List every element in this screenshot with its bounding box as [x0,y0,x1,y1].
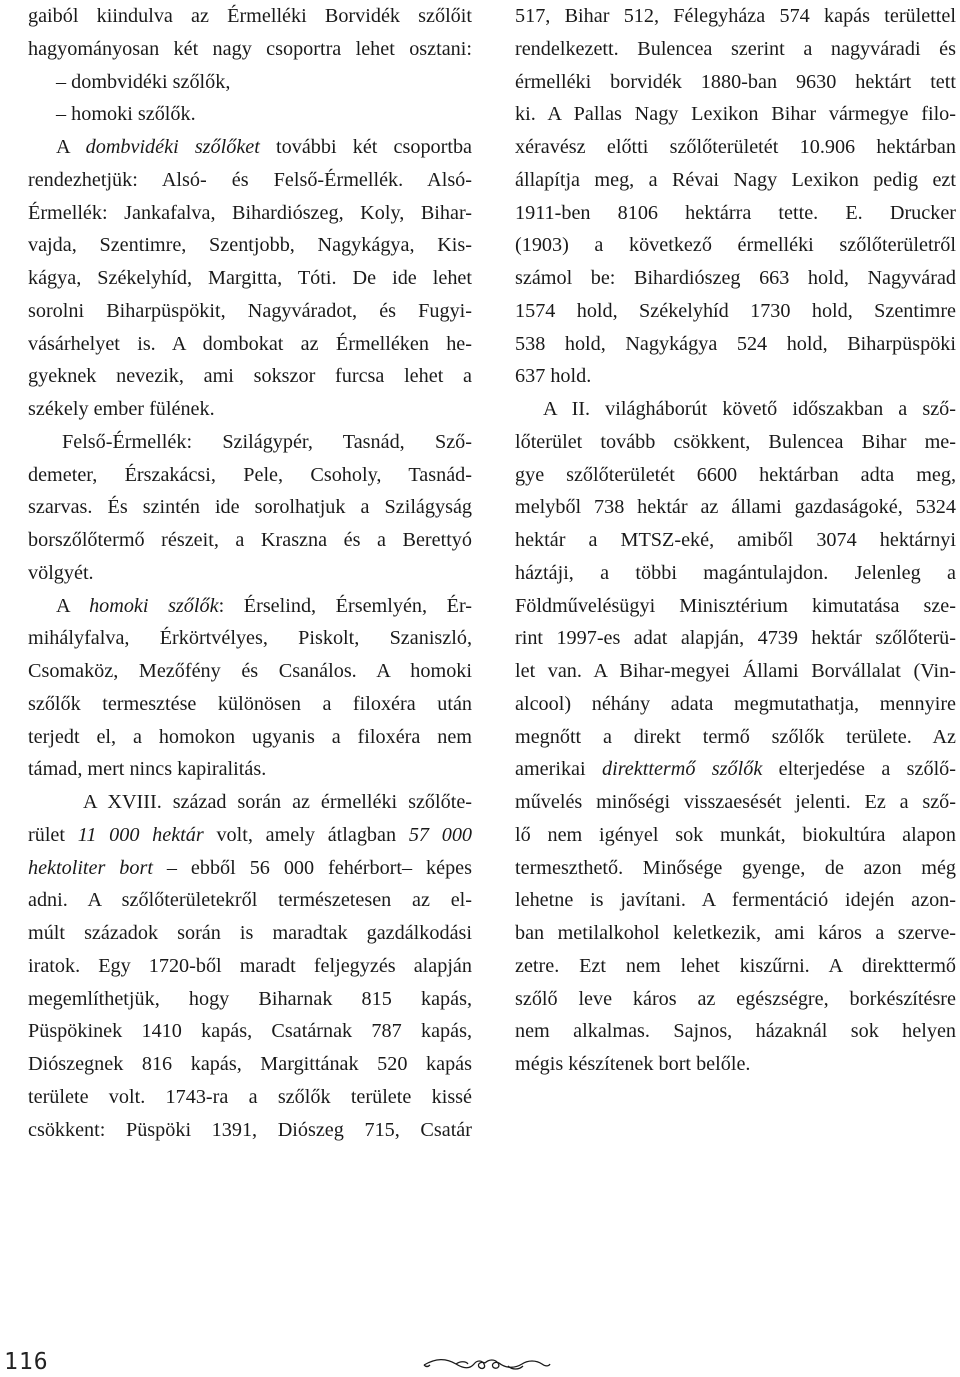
text-line [28,688,472,721]
text-line [515,131,956,164]
text-line [28,491,472,524]
text-line [28,393,472,426]
text-run: adni. A szőlőterületekről természetesen az el- [28,889,472,912]
text-line [515,1048,956,1081]
text-line [28,131,472,164]
text-run: ban metilalkohol keletkezik, ami káros a szerve- [515,922,956,944]
text-line [28,917,472,950]
text-line [515,393,956,426]
text-run: : Érselind, Érsemlyén, Ér- [218,594,473,617]
text-line [515,786,956,819]
left-column [28,0,472,1146]
text-run: 538 hold, Nagykágya 524 hold, Biharpüspöki [515,332,956,355]
text-line [28,33,472,66]
text-run: megnőtt a direkt termő szőlők területe. Az [515,725,956,748]
text-run: Érmellék: Jankafalva, Bihardiószeg, Koly, Bihar- [28,201,472,224]
text-run: A II. világháborút követő időszakban a sző- [543,398,956,420]
italic-text: direkttermő szőlők [602,758,763,781]
text-run: további két csoportba [259,136,473,158]
text-line [515,0,956,33]
text-run: 517, Bihar 512, Félegyháza 574 kapás területtel [515,5,956,27]
text-line [515,884,956,917]
text-run: szőlő leve káros az egészségre, borkészítésre [515,987,956,1010]
text-run: vásárhelyet is. A dombokat az Érmelléken he- [28,332,472,355]
text-line [28,557,472,590]
text-run: termeszthető. Minősége gyenge, de azon még [515,856,956,879]
text-run: – homoki szőlők. [56,103,196,126]
text-line [28,98,472,131]
text-run: sorolni Biharpüspökit, Nagyváradot, és Fugyi- [28,299,472,322]
text-line [28,1015,472,1048]
text-line [515,557,956,590]
text-run: Püspökinek 1410 kapás, Csatárnak 787 kapás, [28,1020,472,1043]
text-run: iratok. Egy 1720-ből maradt feljegyzés alapján [28,954,472,977]
text-run: területe volt. 1743-ra a szőlők területe kissé [28,1085,472,1108]
text-run: lő nem igényel sok munkát, biokultúra alapon [515,823,956,846]
text-run: zetre. Ezt nem lehet kiszűrni. A direkttermő [515,954,956,977]
text-run: 1574 hold, Székelyhíd 1730 hold, Szentimre [515,299,956,322]
text-run: gye szőlőterületét 6600 hektárban adta meg, [515,463,956,486]
page-number: 116 [4,1349,49,1375]
text-line [515,819,956,852]
text-line [515,524,956,557]
right-column [515,0,956,1081]
text-run: – dombvidéki szőlők, [56,70,231,93]
text-line [28,229,472,262]
text-line [515,197,956,230]
italic-text: homoki szőlők [89,594,219,617]
text-line [28,721,472,754]
text-run: volt, amely átlagban [203,823,409,846]
text-run: gyeknek nevezik, ami sokszor furcsa lehet a [28,365,472,388]
text-run: állapítja meg, a Révai Nagy Lexikon pedig ezt [515,168,956,191]
text-run: érmelléki borvidék 1880-ban 9630 hektárt tett [515,70,956,93]
flourish-ornament-icon [422,1352,552,1376]
text-run: szarvas. És szintén ide sorolhatjuk a Szilágyság [28,496,472,519]
text-run: borszőlőtermő részeit, a Kraszna és a Berettyó [28,529,472,551]
text-line [515,852,956,885]
text-run: demeter, Érszakácsi, Pele, Csoholy, Tasnád- [28,463,472,486]
text-run: 637 hold. [515,365,592,388]
text-line [515,164,956,197]
text-line [515,917,956,950]
text-run: Diószegnek 816 kapás, Margittának 520 kapás [28,1053,472,1075]
italic-text: hektoliter bort [28,856,153,879]
text-run: 1911-ben 8106 hektárra tette. E. Drucker [515,201,956,224]
text-run: szőlők termesztése különösen a filoxéra után [28,692,472,715]
text-line [515,98,956,131]
text-run: nem alkalmas. Sajnos, házaknál sok helyen [515,1020,956,1043]
text-run: A [56,594,90,617]
text-line [515,33,956,66]
text-line [515,491,956,524]
text-run: mégis készítenek bort belőle. [515,1053,751,1075]
text-line [515,229,956,262]
text-run: melyből 738 hektár az állami gazdaságoké, 5324 [515,496,956,519]
text-line [28,66,472,99]
text-line [28,753,472,786]
text-run: Felső-Érmellék: Szilágypér, Tasnád, Sző- [62,430,472,453]
text-run: let van. A Bihar-megyei Állami Borvállalat (Vin- [515,660,956,682]
text-line [28,590,472,623]
text-run: alcool) néhány adata megmutathatja, mennyire [515,692,956,715]
text-run: mihályfalva, Érkörtvélyes, Piskolt, Szaniszló, [28,627,472,650]
text-line [515,426,956,459]
text-line [28,164,472,197]
text-line [28,884,472,917]
text-line [515,753,956,786]
text-run: (1903) a következő érmelléki szőlőterületről [515,234,956,257]
text-run: rint 1997-es adat alapján, 4739 hektár szőlőterü- [515,627,956,650]
text-line [28,262,472,295]
italic-text: 11 000 hektár [77,823,204,846]
text-line [28,0,472,33]
text-run: lehetne is javítani. A fermentáció idején azon- [515,889,956,912]
text-run: terjedt el, a homokon ugyanis a filoxéra nem [28,725,472,748]
text-line [515,262,956,295]
text-run: múlt századok során is maradtak gazdálkodási [28,922,472,944]
text-run: – ebből 56 000 fehérbort– képes [152,856,472,879]
text-run: kágya, Székelyhíd, Margitta, Tóti. De ide lehet [28,267,472,289]
text-run: Földművelésügyi Minisztérium kimutatása sze- [515,594,956,617]
text-run: háztáji, a többi magántulajdon. Jelenleg a [515,561,956,584]
text-line [28,1081,472,1114]
text-run: csökkent: Püspöki 1391, Diószeg 715, Csatár [28,1118,472,1141]
text-run: A [56,136,86,158]
text-line [515,721,956,754]
text-run: lőterület tovább csökkent, Bulencea Bihar me- [515,430,956,453]
text-run: amerikai [515,758,602,781]
text-line [515,360,956,393]
text-line [28,622,472,655]
text-run: ki. A Pallas Nagy Lexikon Bihar vármegye filo- [515,103,956,126]
text-line [515,295,956,328]
text-run: támad, mert nincs kapiralitás. [28,758,267,781]
text-line [515,328,956,361]
text-line [28,655,472,688]
text-line [515,983,956,1016]
italic-text: dombvidéki szőlőket [85,136,260,158]
text-line [28,524,472,557]
text-line [28,786,472,819]
text-line [28,328,472,361]
text-line [28,950,472,983]
text-run: székely ember fülének. [28,398,215,420]
text-run: rület [28,823,78,846]
text-line [28,983,472,1016]
text-run: rendezhetjük: Alsó- és Felső-Érmellék. Alsó- [28,168,472,191]
text-run: gaiból kiindulva az Érmelléki Borvidék szőlőit [28,5,472,27]
italic-text: 57 000 [408,823,473,846]
text-line [515,66,956,99]
text-line [28,1114,472,1147]
text-line [515,655,956,688]
text-line [28,852,472,885]
text-run: hektár a MTSZ-eké, amiből 3074 hektárnyi [515,529,956,551]
text-line [515,590,956,623]
text-run: hagyományosan két nagy csoportra lehet osztani: [28,37,472,60]
text-line [515,1015,956,1048]
text-line [515,950,956,983]
text-line [515,459,956,492]
text-line [28,459,472,492]
text-line [28,1048,472,1081]
text-line [28,426,472,459]
text-line [515,688,956,721]
text-run: Csomaköz, Mezőfény és Csanálos. A homoki [28,660,472,682]
text-run: rendelkezett. Bulencea szerint a nagyváradi és [515,37,956,60]
text-line [28,197,472,230]
text-line [28,295,472,328]
text-run: számol be: Bihardiószeg 663 hold, Nagyvárad [515,267,956,289]
text-run: művelés minőségi visszaesését jelenti. Ez a sző- [515,791,956,813]
text-line [28,819,472,852]
text-line [28,360,472,393]
text-run: megemlíthetjük, hogy Biharnak 815 kapás, [28,987,472,1010]
text-run: elterjedése a szőlő- [762,758,956,781]
text-run: xéravész előtti szőlőterületét 10.906 hektárban [515,136,956,158]
text-run: völgyét. [28,561,94,584]
text-line [515,622,956,655]
text-run: vajda, Szentimre, Szentjobb, Nagykágya, Kis- [28,234,472,257]
text-run: A XVIII. század során az érmelléki szőlőte- [83,791,472,813]
